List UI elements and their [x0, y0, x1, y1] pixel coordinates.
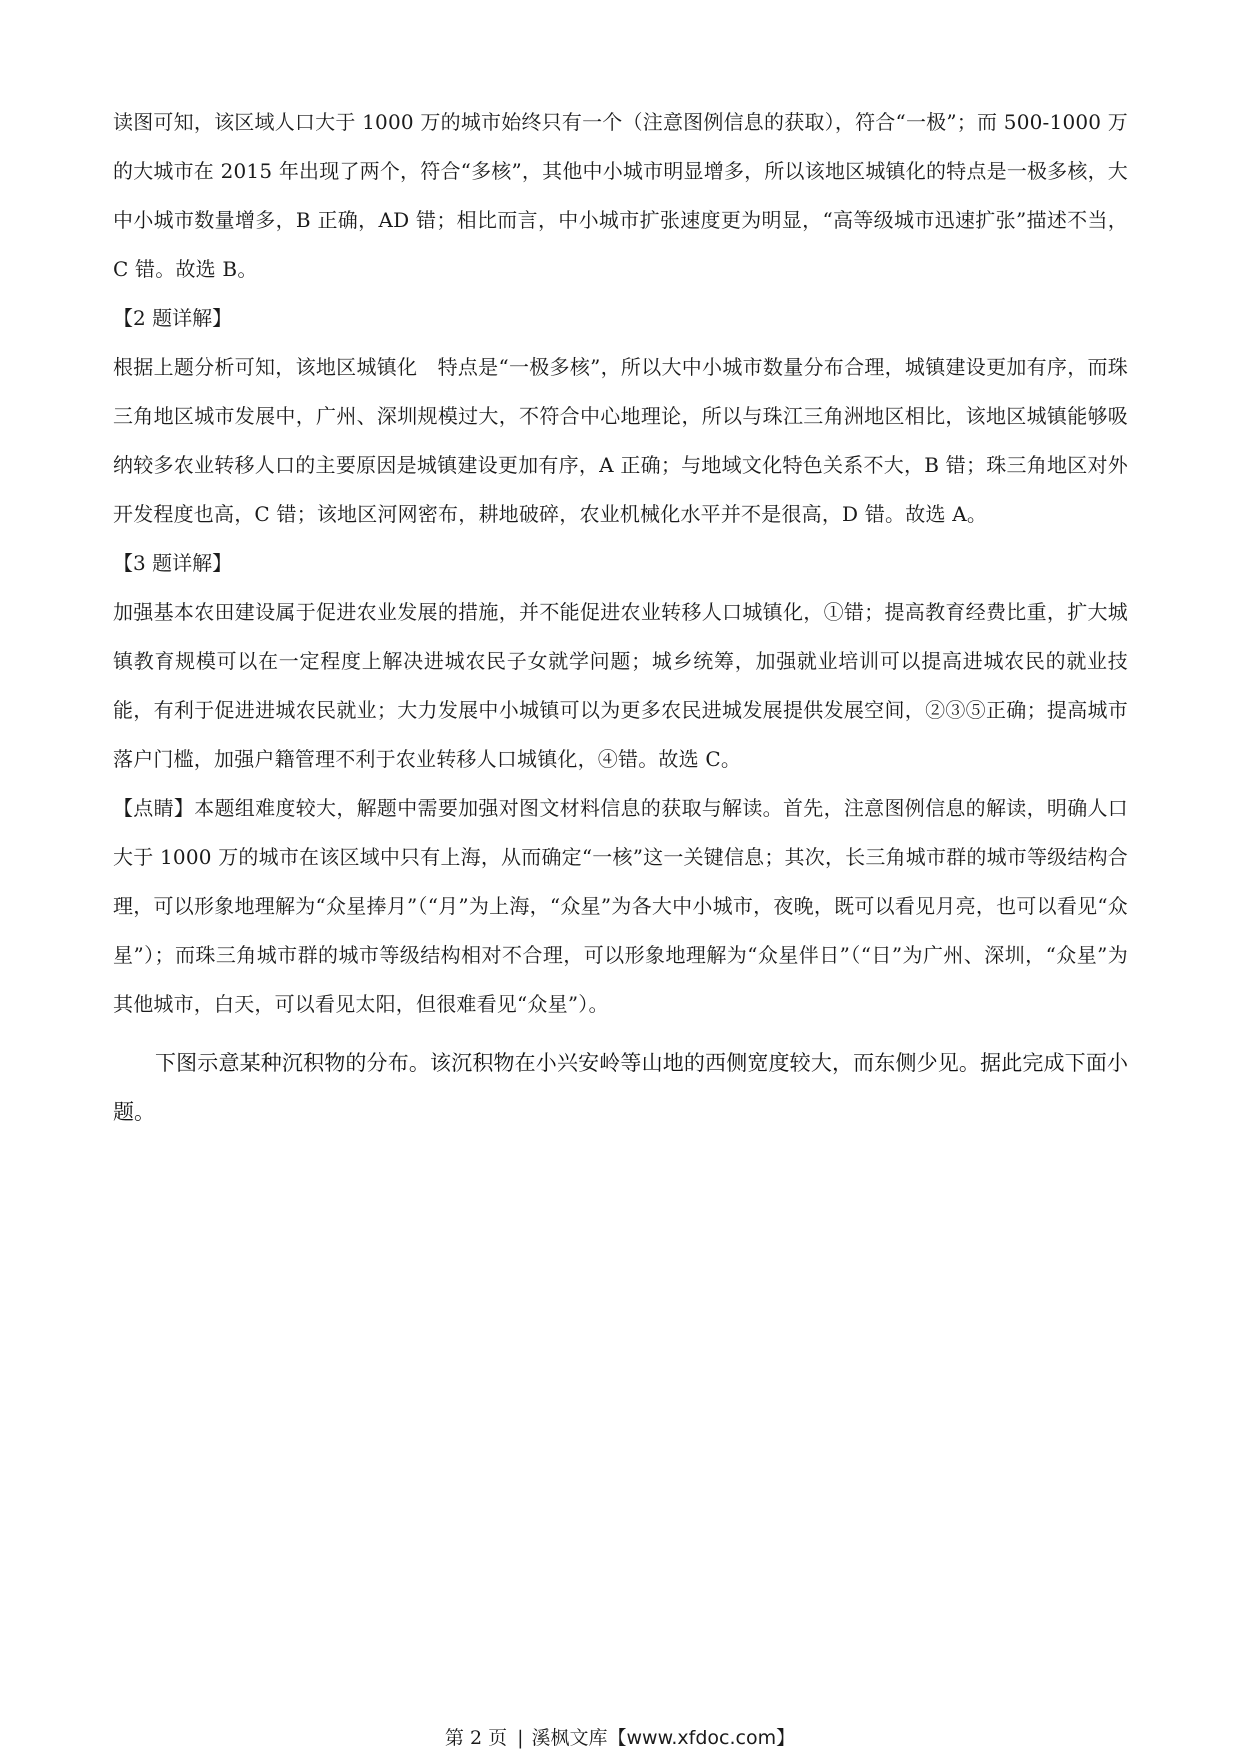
page-footer — [0, 1726, 1240, 1750]
key-point-note: 【点睛】本题组难度较大，解题中需要加强对图文材料信息的获取与解读。首先，注意图例信息的解读，明确人口大于 1000 万的城市在该区域中只有上海，从而确定“一核”这一关键信息；其次，长三角城市群的城市等级结构合理，可以形象地理解为“众星捧月”（“月”为上海，“众星”为各大中小城市，夜晚，既可以看见月亮，也可以看见“众星”）；而珠三角城市群的城市等级结构相对不合理，可以形象地理解为“众星伴日”（“日”为广州、深圳，“众星”为其他城市，白天，可以看见太阳，但很难看见“众星”）。 — [113, 796, 1128, 1016]
question-2-heading: 【2 题详解】 — [113, 306, 233, 330]
footer-site-name: 溪枫文库【www.xfdoc.com】 — [531, 1727, 796, 1749]
answer-1-explanation: 读图可知，该区域人口大于 1000 万的城市始终只有一个（注意图例信息的获取），符合“一极”；而 500-1000 万的大城市在 2015 年出现了两个，符合“多核”，其他中小城市明显增多，所以该地区城镇化的特点是一极多核，大中小城市数量增多，B 正确，AD 错；相比而言，中小城市扩张速度更为明显，“高等级城市迅速扩张”描述不当，C 错。故选 B。 — [113, 110, 1128, 281]
footer-separator: | — [517, 1727, 524, 1749]
page-number: 第 2 页 — [444, 1727, 508, 1749]
answer-3-explanation: 加强基本农田建设属于促进农业发展的措施，并不能促进农业转移人口城镇化，①错；提高教育经费比重，扩大城镇教育规模可以在一定程度上解决进城农民子女就学问题；城乡统筹，加强就业培训可以提高进城农民的就业技能，有利于促进进城农民就业；大力发展中小城镇可以为更多农民进城发展提供发展空间，②③⑤正确；提高城市落户门槛，加强户籍管理不利于农业转移人口城镇化，④错。故选 C。 — [113, 600, 1128, 771]
question-3-heading: 【3 题详解】 — [113, 551, 233, 575]
document-body — [113, 98, 1128, 1137]
next-question-intro: 下图示意某种沉积物的分布。该沉积物在小兴安岭等山地的西侧宽度较大，而东侧少见。据此完成下面小题。 — [113, 1051, 1128, 1124]
answer-2-explanation: 根据上题分析可知，该地区城镇化 特点是“一极多核”，所以大中小城市数量分布合理，城镇建设更加有序，而珠三角地区城市发展中，广州、深圳规模过大，不符合中心地理论，所以与珠江三角洲地区相比，该地区城镇能够吸纳较多农业转移人口的主要原因是城镇建设更加有序，A 正确；与地域文化特色关系不大，B 错；珠三角地区对外开发程度也高，C 错；该地区河网密布，耕地破碎，农业机械化水平并不是很高，D 错。故选 A。 — [113, 355, 1128, 526]
